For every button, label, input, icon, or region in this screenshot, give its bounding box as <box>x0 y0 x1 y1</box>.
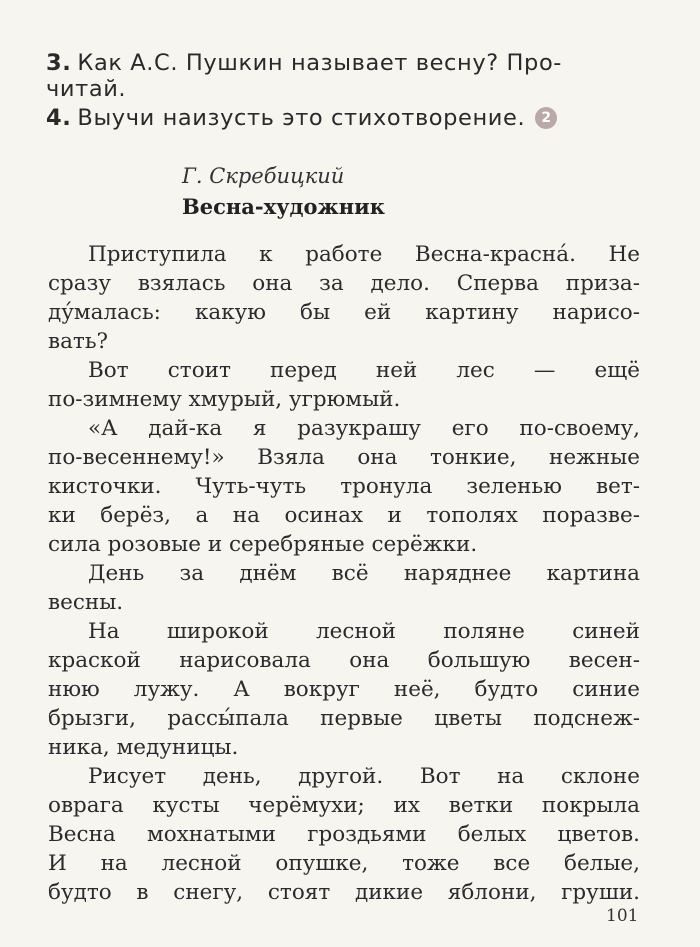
text-line: Весна мохнатыми гроздьями белых цветов. <box>48 822 640 847</box>
task-number: 4. <box>46 105 72 131</box>
story-text <box>48 240 640 907</box>
task-text-continued: читай. <box>46 76 127 102</box>
task-3 <box>46 50 646 102</box>
text-line: будто в снегу, стоят дикие яблони, груши. <box>48 880 640 905</box>
text-line: брызги, рассы́пала первые цветы подснеж- <box>48 706 640 731</box>
text-line: «А дай-ка я разукрашу его по-своему, <box>88 416 640 441</box>
task-text: Как А.С. Пушкин называет весну? Про- <box>77 50 563 76</box>
text-line: Рисует день, другой. Вот на склоне <box>88 764 640 789</box>
text-line: по-зимнему хмурый, угрюмый. <box>48 387 401 412</box>
task-4 <box>46 105 646 131</box>
page-number: 101 <box>606 906 639 926</box>
text-line: по-весеннему!» Взяла она тонкие, нежные <box>48 445 640 470</box>
text-line: ки берёз, а на осинах и тополях поразве- <box>48 503 640 528</box>
text-line: вать? <box>48 329 109 354</box>
text-line: Вот стоит перед ней лес — ещё <box>88 358 640 383</box>
story-title: Весна-художник <box>182 194 385 219</box>
story-author: Г. Скребицкий <box>182 164 345 188</box>
text-line: краской нарисовала она большую весен- <box>48 648 640 673</box>
text-line: оврага кусты черёмухи; их ветки покрыла <box>48 793 640 818</box>
task-text: Выучи наизусть это стихотворение. <box>77 105 526 131</box>
difficulty-badge: 2 <box>535 107 557 129</box>
text-line: кисточки. Чуть-чуть тронула зеленью вет- <box>48 474 640 499</box>
task-number: 3. <box>46 50 72 76</box>
text-line: День за днём всё наряднее картина <box>88 561 640 586</box>
text-line: сразу взялась она за дело. Сперва приза- <box>48 271 640 296</box>
text-line: И на лесной опушке, тоже все белые, <box>48 851 640 876</box>
text-line: нюю лужу. А вокруг неё, будто синие <box>48 677 640 702</box>
text-line: ду́малась: какую бы ей картину нарисо- <box>48 300 640 325</box>
text-line: весны. <box>48 590 124 615</box>
text-line: ника, медуницы. <box>48 735 239 760</box>
text-line: сила розовые и серебряные серёжки. <box>48 532 478 557</box>
text-line: Приступила к работе Весна-красна́. Не <box>88 242 640 267</box>
text-line: На широкой лесной поляне синей <box>88 619 640 644</box>
